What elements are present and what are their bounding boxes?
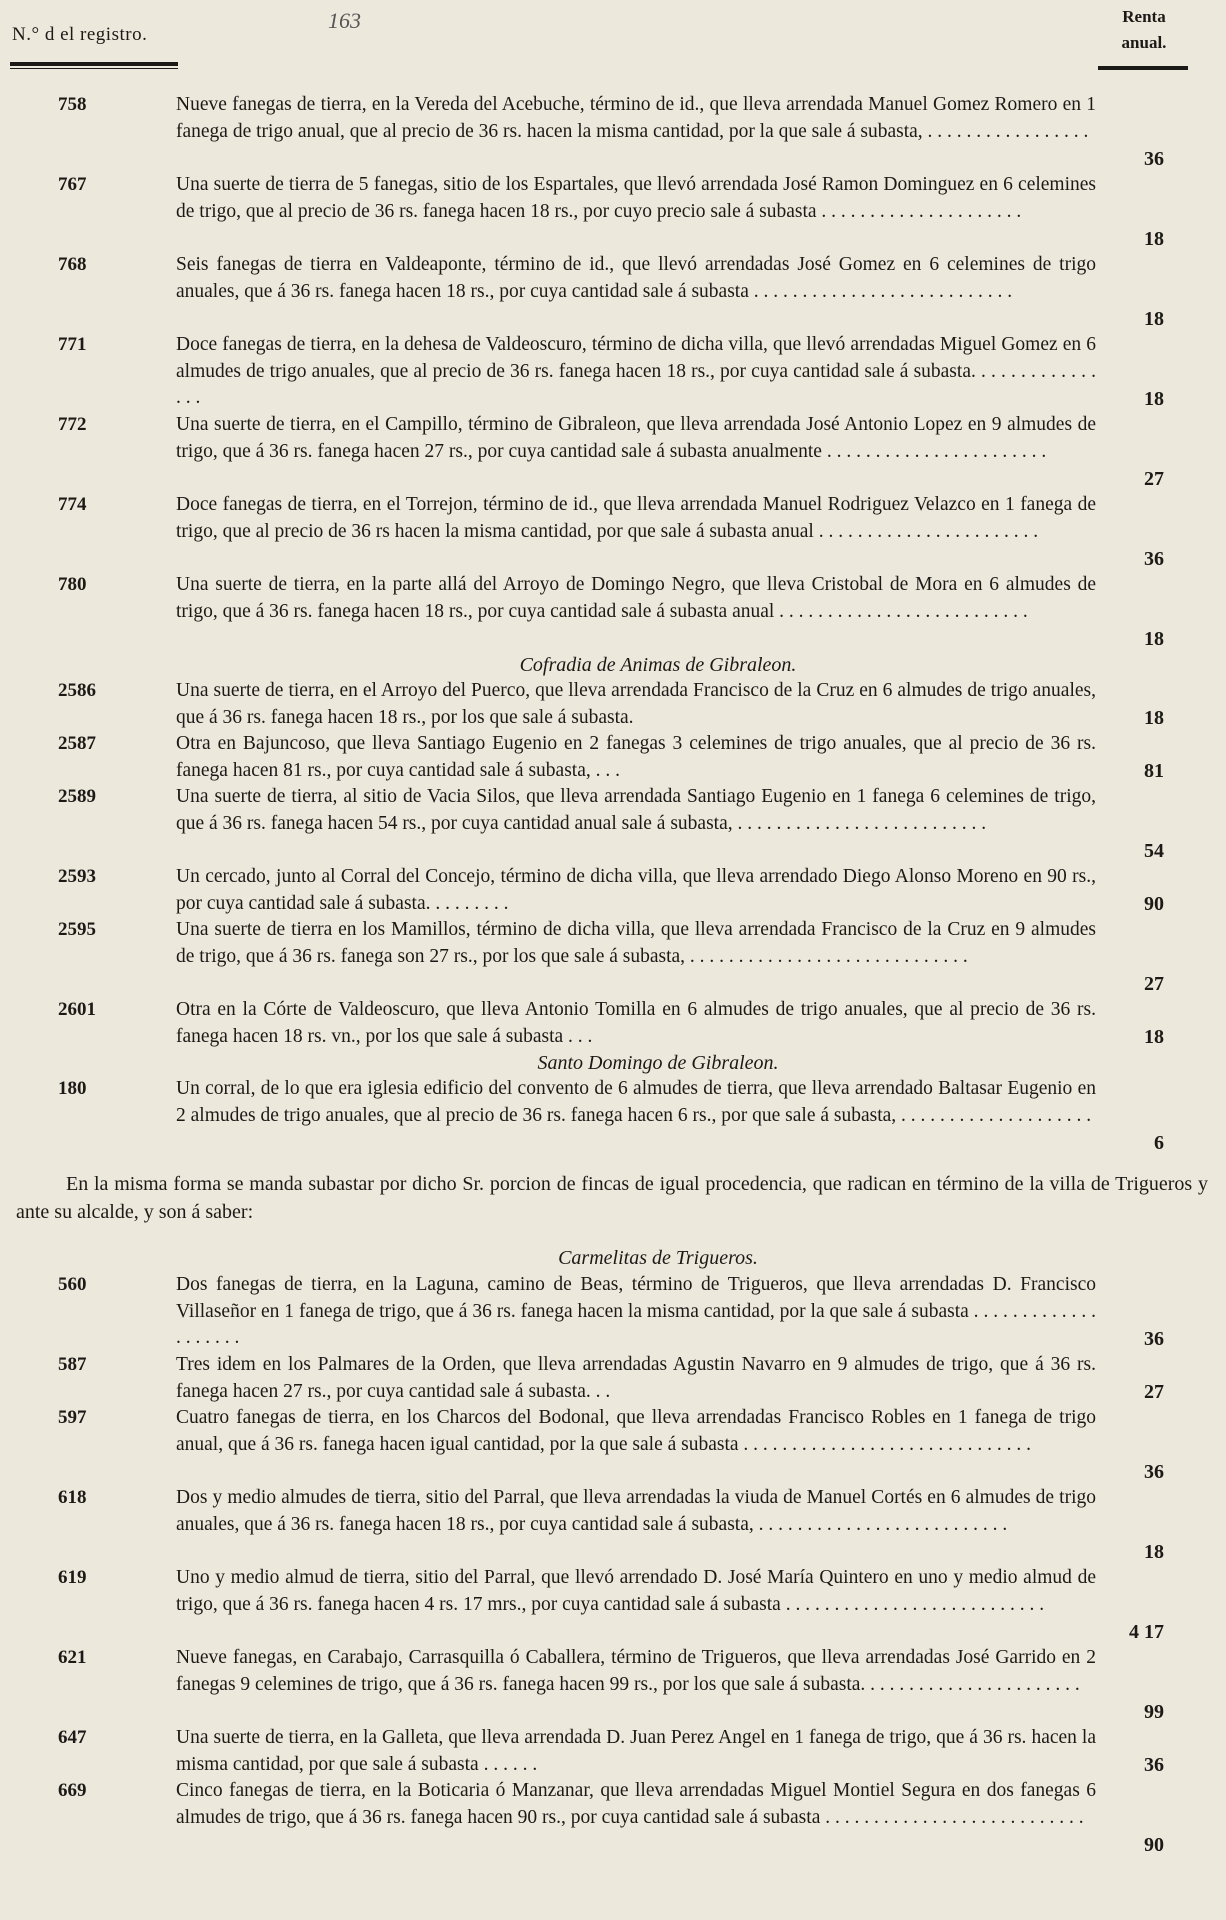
register-entry: [0, 864, 1226, 917]
register-number: 587: [58, 1354, 87, 1375]
entry-text: Doce fanegas de tierra, en el Torrejon, término de id., que lleva arrendada Manuel Rodriguez Velazco en 1 fanega de trigo, que al precio de 36 rs hacen la misma cantidad, por que sale á subasta anual . . . . . . . . . . . . . . . . . . . . . . .: [176, 494, 1096, 542]
register-number: 621: [58, 1647, 87, 1668]
entry-text: Seis fanegas de tierra en Valdeaponte, término de id., que llevó arrendadas José Gomez en 6 celemines de trigo anuales, que á 36 rs. fanega hacen 18 rs., por cuya cantidad sale á subasta . . . . . . . . . . . . . . . . . . . . . . . . . . .: [176, 254, 1096, 302]
entry-text: Una suerte de tierra, en el Campillo, término de Gibraleon, que lleva arrendada José Antonio Lopez en 9 almudes de trigo, que á 36 rs. fanega hacen 27 rs., por cuya cantidad sale á subasta anualmente . . . . . . . . . . . . . . . . . . . . . . .: [176, 414, 1096, 462]
entry-rent: 18: [1144, 1541, 1164, 1563]
entry-text: Otra en Bajuncoso, que lleva Santiago Eugenio en 2 fanegas 3 celemines de trigo anuales, que al precio de 36 rs. fanega hacen 81 rs., por cuya cantidad sale á subasta, . . .: [176, 733, 1096, 781]
register-number: 780: [58, 574, 87, 595]
register-entry: [0, 1725, 1226, 1778]
entry-rent: 6: [1154, 1132, 1164, 1154]
header-rent-label-line1: Renta: [1122, 7, 1166, 26]
entry-rent: 36: [1144, 1461, 1164, 1483]
entry-text: Dos y medio almudes de tierra, sitio del Parral, que lleva arrendadas la viuda de Manuel Cortés en 6 almudes de trigo anuales, que á 36 rs. fanega hacen 18 rs., por cuya cantidad sale á subasta, . . . . . . . . . . . . . . . . . . . . . . . . . .: [176, 1487, 1096, 1535]
entry-rent: 36: [1144, 1754, 1164, 1776]
entry-rent: 18: [1144, 308, 1164, 330]
intro-paragraph: En la misma forma se manda subastar por dicho Sr. porcion de fincas de igual procedencia, que radican en término de la villa de Trigueros y ante su alcalde, y son á saber:: [16, 1173, 1208, 1223]
header-rent-label-line2: anual.: [1121, 33, 1167, 52]
register-number: 560: [58, 1274, 87, 1295]
register-number: 771: [58, 334, 87, 355]
entry-rent: 90: [1144, 893, 1164, 915]
entry-rent: 36: [1144, 1328, 1164, 1350]
entry-rent: 27: [1144, 1381, 1164, 1403]
register-entry: [0, 412, 1226, 492]
entry-text: Una suerte de tierra, al sitio de Vacia Silos, que lleva arrendada Santiago Eugenio en 1 fanega 6 celemines de trigo, que á 36 rs. fanega hacen 54 rs., por cuya cantidad anual sale á subasta, . . . . . . . . . . . . . . . . . . . . . . . . . .: [176, 786, 1096, 834]
register-entry: [0, 784, 1226, 864]
entry-rent: 18: [1144, 628, 1164, 650]
register-number: 772: [58, 414, 87, 435]
entry-text: Una suerte de tierra, en el Arroyo del Puerco, que lleva arrendada Francisco de la Cruz en 6 almudes de trigo anuales, que á 36 rs. fanega hacen 18 rs., por los que sale á subasta.: [176, 680, 1096, 728]
section-heading: Cofradia de Animas de Gibraleon.: [519, 654, 797, 676]
register-number: 2589: [58, 786, 96, 807]
register-entry: [0, 1645, 1226, 1725]
entry-text: Una suerte de tierra, en la parte allá del Arroyo de Domingo Negro, que lleva Cristobal de Mora en 6 almudes de trigo, que á 36 rs. fanega hacen 18 rs., por cuya cantidad sale á subasta anual . . . . . . . . . . . . . . . . . . . . . . . . . .: [176, 574, 1096, 622]
entry-text: Una suerte de tierra de 5 fanegas, sitio de los Espartales, que llevó arrendada José Ramon Dominguez en 6 celemines de trigo, que al precio de 36 rs. fanega hacen 18 rs., por cuyo precio sale á subasta . . . . . . . . . . . . . . . . . . . . .: [176, 174, 1096, 222]
register-entry: [0, 1485, 1226, 1565]
entry-rent: 99: [1144, 1701, 1164, 1723]
register-number: 758: [58, 94, 87, 115]
entry-rent: 18: [1144, 228, 1164, 250]
entry-text: Cuatro fanegas de tierra, en los Charcos del Bodonal, que lleva arrendadas Francisco Robles en 1 fanega de trigo anual, que á 36 rs. fanega hacen igual cantidad, por la que sale á subasta . . . . . . . . . . . . . . . . . . . . . . . . . . . . . .: [176, 1407, 1096, 1455]
register-content: [0, 92, 1226, 1858]
register-number: 2595: [58, 919, 96, 940]
register-number: 619: [58, 1567, 87, 1588]
header-register-label: N.° d el registro.: [12, 24, 148, 45]
entry-rent: 36: [1144, 548, 1164, 570]
header-rule-thin: [10, 68, 178, 69]
entry-text: Tres idem en los Palmares de la Orden, que lleva arrendadas Agustin Navarro en 9 almudes de trigo, que á 36 rs. fanega hacen 27 rs., por cuya cantidad sale á subasta. . .: [176, 1354, 1096, 1402]
entry-text: Un corral, de lo que era iglesia edificio del convento de 6 almudes de tierra, que lleva arrendado Baltasar Eugenio en 2 almudes de trigo anuales, que al precio de 36 rs. fanega hacen 6 rs., por que sale á subasta, . . . . . . . . . . . . . . . . . . . .: [176, 1078, 1096, 1126]
header-rule: [10, 62, 178, 66]
register-number: 2593: [58, 866, 96, 887]
entry-text: Una suerte de tierra, en la Galleta, que lleva arrendada D. Juan Perez Angel en 1 fanega de trigo, que á 36 rs. hacen la misma cantidad, por que sale á subasta . . . . . .: [176, 1727, 1096, 1775]
entry-text: Cinco fanegas de tierra, en la Boticaria ó Manzanar, que lleva arrendadas Miguel Montiel Segura en dos fanegas 6 almudes de trigo, que á 36 rs. fanega hacen 90 rs., por cuya cantidad sale á subasta . . . . . . . . . . . . . . . . . . . . . . . . . . .: [176, 1780, 1096, 1828]
register-entry: [0, 1076, 1226, 1156]
entry-text: Doce fanegas de tierra, en la dehesa de Valdeoscuro, término de dicha villa, que llevó arrendadas Miguel Gomez en 6 almudes de trigo anuales, que al precio de 36 rs. fanega hacen 18 rs., por cuya cantidad sale á subasta. . . . . . . . . . . . . . . .: [176, 334, 1096, 408]
entry-rent: 90: [1144, 1834, 1164, 1856]
register-entry: [0, 1778, 1226, 1858]
register-number: 647: [58, 1727, 87, 1748]
entry-text: Una suerte de tierra en los Mamillos, término de dicha villa, que lleva arrendada Francisco de la Cruz en 9 almudes de trigo, que á 36 rs. fanega son 27 rs., por los que sale á subasta, . . . . . . . . . . . . . . . . . . . . . . . . . . . . .: [176, 919, 1096, 967]
entry-rent: 27: [1144, 468, 1164, 490]
register-number: 597: [58, 1407, 87, 1428]
entry-text: Uno y medio almud de tierra, sitio del Parral, que llevó arrendado D. José María Quintero en uno y medio almud de trigo, que á 36 rs. fanega hacen 4 rs. 17 mrs., por cuya cantidad sale á subasta . . . . . . . . . . . . . . . . . . . . . . . . . . .: [176, 1567, 1096, 1615]
register-number: 669: [58, 1780, 87, 1801]
entry-text: Otra en la Córte de Valdeoscuro, que lleva Antonio Tomilla en 6 almudes de trigo anuales, que al precio de 36 rs. fanega hacen 18 rs. vn., por los que sale á subasta . . .: [176, 999, 1096, 1047]
register-entry: [0, 92, 1226, 172]
entry-rent: 4 17: [1129, 1621, 1164, 1643]
entry-rent: 54: [1144, 840, 1164, 862]
header-rent-label: [1102, 4, 1186, 56]
section-heading: Santo Domingo de Gibraleon.: [537, 1052, 779, 1074]
register-entry: [0, 1405, 1226, 1485]
register-entry: [0, 172, 1226, 252]
register-number: 768: [58, 254, 87, 275]
register-entry: [0, 1352, 1226, 1405]
register-entry: [0, 492, 1226, 572]
entry-text: Dos fanegas de tierra, en la Laguna, camino de Beas, término de Trigueros, que lleva arrendadas D. Francisco Villaseñor en 1 fanega de trigo, que á 36 rs. fanega hacen la misma cantidad, por la que sale á subasta . . . . . . . . . . . . . . . . . . . .: [176, 1274, 1096, 1348]
entry-text: Nueve fanegas de tierra, en la Vereda del Acebuche, término de id., que lleva arrendada Manuel Gomez Romero en 1 fanega de trigo anual, que al precio de 36 rs. hacen la misma cantidad, por la que sale á subasta, . . . . . . . . . . . . . . . . .: [176, 94, 1096, 142]
register-entry: [0, 1565, 1226, 1645]
register-number: 2601: [58, 999, 96, 1020]
register-entry: [0, 332, 1226, 412]
register-number: 618: [58, 1487, 87, 1508]
register-entry: [0, 917, 1226, 997]
header-page-number: 163: [328, 8, 361, 33]
register-entry: [0, 997, 1226, 1050]
register-number: 2587: [58, 733, 96, 754]
register-entry: [0, 678, 1226, 731]
register-number: 180: [58, 1078, 87, 1099]
register-number: 774: [58, 494, 87, 515]
register-entry: [0, 1272, 1226, 1352]
entry-text: Un cercado, junto al Corral del Concejo, término de dicha villa, que lleva arrendado Diego Alonso Moreno en 90 rs., por cuya cantidad sale á subasta. . . . . . . . .: [176, 866, 1096, 914]
header-rule-right: [1098, 66, 1188, 70]
register-number: 767: [58, 174, 87, 195]
entry-rent: 18: [1144, 707, 1164, 729]
entry-rent: 81: [1144, 760, 1164, 782]
entry-text: Nueve fanegas, en Carabajo, Carrasquilla ó Caballera, término de Trigueros, que lleva arrendadas José Garrido en 2 fanegas 9 celemines de trigo, que á 36 rs. fanega hacen 99 rs., por los que sale á subasta. . . . . . . . . . . . . . . . . . . . . . .: [176, 1647, 1096, 1695]
register-number: 2586: [58, 680, 96, 701]
entry-rent: 18: [1144, 388, 1164, 410]
entry-rent: 36: [1144, 148, 1164, 170]
register-entry: [0, 572, 1226, 652]
section-heading: Carmelitas de Trigueros.: [558, 1247, 758, 1269]
entry-rent: 27: [1144, 973, 1164, 995]
register-entry: [0, 252, 1226, 332]
register-entry: [0, 731, 1226, 784]
entry-rent: 18: [1144, 1026, 1164, 1048]
